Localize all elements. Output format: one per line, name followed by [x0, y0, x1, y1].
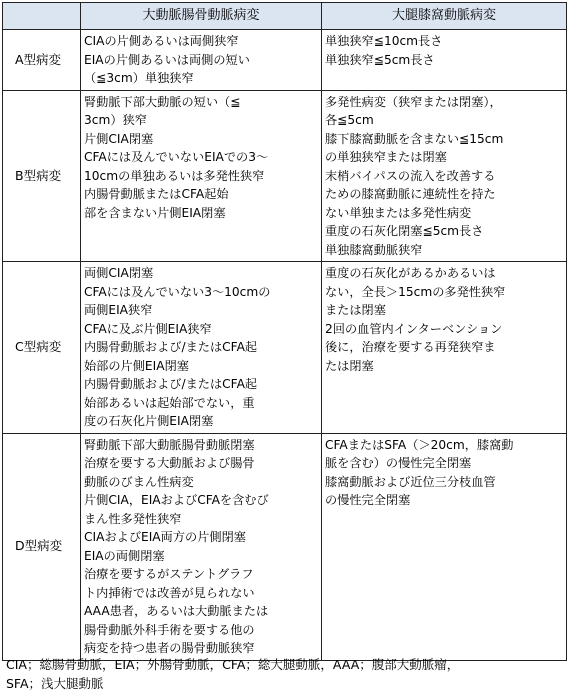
femoropopliteal-line: ための膝窩動脈に連続性を持た	[325, 187, 496, 201]
femoropopliteal-line: ない単独または多発性病変	[325, 205, 472, 220]
aortoiliac-line: まん性多発性狭窄	[84, 511, 182, 526]
femoropopliteal-line: 膝窩動脈および近位三分枝血管	[325, 474, 496, 489]
aortoiliac-cell	[81, 262, 322, 434]
aortoiliac-line: 両側CIA閉塞	[84, 266, 154, 280]
aortoiliac-line: 治療を要する大動脈および腸骨	[84, 456, 255, 470]
aortoiliac-line: 腸骨動脈外科手術を要する他の	[84, 622, 255, 637]
femoropopliteal-line: CFAまたはSFA（＞20cm，膝窩動	[325, 437, 514, 452]
femoropopliteal-cell	[322, 262, 567, 434]
aortoiliac-line: 治療を要するがステントグラフ	[84, 567, 254, 581]
aortoiliac-line: 病変を持つ患者の腸骨動脈狭窄	[84, 641, 255, 655]
tasc-classification-table	[2, 2, 567, 661]
femoropopliteal-line: 単独狭窄≦10cm長さ	[325, 34, 443, 48]
femoropopliteal-line: 単独狭窄≦5cm長さ	[325, 52, 435, 67]
header-empty-cell	[3, 3, 81, 30]
aortoiliac-cell	[81, 30, 322, 91]
aortoiliac-cell	[81, 90, 322, 262]
aortoiliac-line: EIAの両側閉塞	[84, 548, 165, 563]
aortoiliac-line: CIAの片側あるいは両側狭窄	[84, 34, 239, 48]
aortoiliac-line: 動脈のびまん性病変	[84, 474, 194, 489]
femoropopliteal-line: 末梢バイパスの流入を改善する	[325, 168, 496, 183]
table-row	[3, 30, 567, 91]
aortoiliac-line: 始部の片側EIA閉塞	[84, 358, 189, 373]
aortoiliac-line: 度の石灰化片側EIA閉塞	[84, 414, 214, 428]
aortoiliac-line: 内腸骨動脈および/またはCFA起	[84, 340, 258, 354]
aortoiliac-line: CFAには及んでいないEIAでの3～	[84, 150, 269, 164]
aortoiliac-line: 両側EIA狭窄	[84, 303, 153, 317]
femoropopliteal-line: 2回の血管内インターベンション	[325, 321, 503, 336]
aortoiliac-line: 腎動脈下部大動脈の短い（≦	[84, 94, 241, 109]
aortoiliac-line: 始部あるいは起始部でない，重	[84, 395, 255, 410]
aortoiliac-line: 内腸骨動脈またはCFA起始	[84, 187, 229, 201]
femoropopliteal-cell	[322, 433, 567, 660]
femoropopliteal-line: 膝下膝窩動脈を含まない≦15cm	[325, 131, 504, 146]
table-row	[3, 262, 567, 434]
femoropopliteal-line: 脈を含む）の慢性完全閉塞	[325, 456, 472, 470]
femoropopliteal-line: の単独狭窄または閉塞	[325, 150, 447, 164]
table-row	[3, 90, 567, 262]
aortoiliac-line: 片側CIA閉塞	[84, 131, 154, 146]
footnote-line: CIA；総腸骨動脈，EIA；外腸骨動脈，CFA；総大腿動脈，AAA；腹部大動脈瘤，	[6, 657, 460, 672]
aortoiliac-line: 片側CIA，EIAおよびCFAを含むび	[84, 493, 269, 507]
aortoiliac-line: AAA患者，あるいは大動脈または	[84, 604, 269, 618]
aortoiliac-line: 3cm）狭窄	[84, 113, 147, 127]
aortoiliac-line: （≦3cm）単独狭窄	[84, 71, 194, 85]
header-femoropopliteal: 大腿膝窩動脈病変	[322, 3, 567, 30]
femoropopliteal-cell	[322, 90, 567, 262]
femoropopliteal-line: 重度の石灰化閉塞≦5cm長さ	[325, 224, 484, 238]
femoropopliteal-line: 後に，治療を要する再発狭窄ま	[325, 340, 496, 354]
aortoiliac-line: CIAおよびEIA両方の片側閉塞	[84, 530, 246, 544]
femoropopliteal-line: たは閉塞	[325, 358, 374, 373]
aortoiliac-line: 部を含まない片側EIA閉塞	[84, 205, 226, 220]
aortoiliac-line: 10cmの単独あるいは多発性狭窄	[84, 168, 265, 183]
femoropopliteal-cell	[322, 30, 567, 91]
lesion-type-cell: D型病変	[3, 433, 81, 660]
header-aortoiliac: 大動脈腸骨動脈病変	[81, 3, 322, 30]
lesion-type-cell: B型病変	[3, 90, 81, 262]
lesion-type-cell: C型病変	[3, 262, 81, 434]
femoropopliteal-line: 重度の石灰化があるかあるいは	[325, 266, 496, 280]
femoropopliteal-line: の慢性完全閉塞	[325, 493, 411, 507]
aortoiliac-cell	[81, 433, 322, 660]
aortoiliac-line: EIAの片側あるいは両側の短い	[84, 52, 250, 67]
aortoiliac-line: 腎動脈下部大動脈腸骨動脈閉塞	[84, 437, 255, 452]
lesion-type-cell: A型病変	[3, 30, 81, 91]
aortoiliac-line: CFAに及ぶ片側EIA狭窄	[84, 321, 212, 336]
femoropopliteal-line: 各≦5cm	[325, 113, 374, 127]
femoropopliteal-line: ない，全長＞15cmの多発性狭窄	[325, 284, 506, 299]
aortoiliac-line: CFAには及んでいない3～10cmの	[84, 284, 271, 299]
femoropopliteal-line: 多発性病変（狭窄または閉塞），	[325, 94, 502, 109]
footnote-line: SFA；浅大腿動脈	[6, 676, 104, 691]
aortoiliac-line: 内腸骨動脈および/またはCFA起	[84, 377, 258, 391]
femoropopliteal-line: または閉塞	[325, 303, 386, 317]
table-row	[3, 433, 567, 660]
table-header-row	[3, 3, 567, 30]
aortoiliac-line: ト内挿術では改善が見られない	[84, 585, 255, 600]
footnote	[6, 655, 566, 693]
femoropopliteal-line: 単独膝窩動脈狭窄	[325, 242, 423, 257]
